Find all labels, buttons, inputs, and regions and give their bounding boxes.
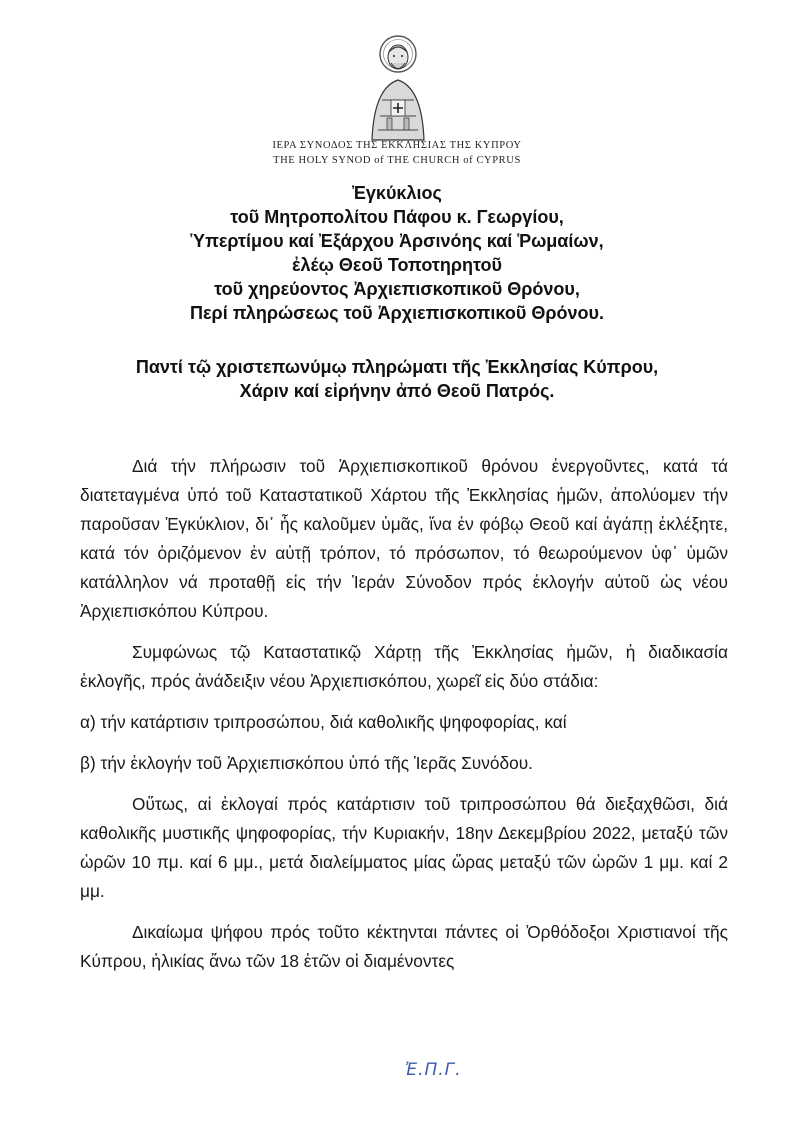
body-text [80,452,728,988]
heading-line: τοῦ Μητροπολίτου Πάφου κ. Γεωργίου, [230,207,564,227]
heading-line: Ὑπερτίμου καί Ἐξάρχου Ἀρσινόης καί Ῥωμαίων, [190,231,604,251]
paragraph: Συμφώνως τῷ Καταστατικῷ Χάρτῃ τῆς Ἐκκλησίας ἡμῶν, ἡ διαδικασία ἐκλογῆς, πρός ἀνάδειξιν νέου Ἀρχιεπισκόπου, χωρεῖ εἰς δύο στάδια: [80,642,728,691]
paragraph: Διά τήν πλήρωσιν τοῦ Ἀρχιεπισκοπικοῦ θρόνου ἐνεργοῦντες, κατά τά διατεταγμένα ὑπό τοῦ Καταστατικοῦ Χάρτου τῆς Ἐκκλησίας ἡμῶν, ἀπολύομεν τήν παροῦσαν Ἐγκύκλιον, δι᾽ ἧς καλοῦμεν ὑμᾶς, ἵνα ἐν φόβῳ Θεοῦ καί ἀγάπῃ ἐκλέξητε, κατά τόν ὁριζόμενον ἐν αὐτῇ τρόπον, τό πρόσωπον, τό θεωρούμενον ὑφ᾽ ὑμῶν κατάλληλον νά προταθῇ εἰς τήν Ἱεράν Σύνοδον πρός ἐκλογήν αὐτοῦ ὡς νέου Ἀρχιεπισκόπου Κύπρου. [80,456,728,621]
saint-icon [358,30,438,152]
heading-line: τοῦ χηρεύοντος Ἀρχιεπισκοπικοῦ Θρόνου, [214,279,580,299]
greeting-line: Παντί τῷ χριστεπωνύμῳ πληρώματι τῆς Ἐκκλησίας Κύπρου, [135,357,659,377]
heading-line: Ἐγκύκλιος [352,183,442,203]
greeting-line: Χάριν καί εἰρήνην ἀπό Θεοῦ Πατρός. [239,381,555,401]
list-item: β) τήν ἐκλογήν τοῦ Ἀρχιεπισκόπου ὑπό τῆς Ἱερᾶς Συνόδου. [80,753,533,773]
heading-line: ἐλέῳ Θεοῦ Τοποτηρητοῦ [292,255,502,275]
paragraph: Δικαίωμα ψήφου πρός τοῦτο κέκτηνται πάντες οἱ Ὀρθόδοξοι Χριστιανοί τῆς Κύπρου, ἡλικίας ἄνω τῶν 18 ἐτῶν οἱ διαμένοντες [80,922,728,971]
encyclical-heading [60,181,734,325]
synod-name-english: THE HOLY SYNOD of THE CHURCH of CYPRUS [273,155,521,166]
list-item: α) τήν κατάρτισιν τριπροσώπου, διά καθολικῆς ψηφοφορίας, καί [80,712,567,732]
synod-name-greek: ΙΕΡΑ ΣΥΝΟΔΟΣ ΤΗΣ ΕΚΚΛΗΣΙΑΣ ΤΗΣ ΚΥΠΡΟΥ [272,140,522,151]
heading-line: Περί πληρώσεως τοῦ Ἀρχιεπισκοπικοῦ Θρόνου. [190,303,604,323]
paragraph: Οὕτως, αἱ ἐκλογαί πρός κατάρτισιν τοῦ τριπροσώπου θά διεξαχθῶσι, διά καθολικῆς μυστικῆς ψηφοφορίας, τήν Κυριακήν, 18ην Δεκεμβρίου 2022, μεταξύ τῶν ὡρῶν 10 πμ. καί 6 μμ., μετά διαλείμματος μίας ὥρας μεταξύ τῶν ὡρῶν 1 μμ. καί 2 μμ. [80,794,728,901]
signature-initials: Ἐ.Π.Γ. [405,1060,462,1080]
greeting [60,355,734,403]
